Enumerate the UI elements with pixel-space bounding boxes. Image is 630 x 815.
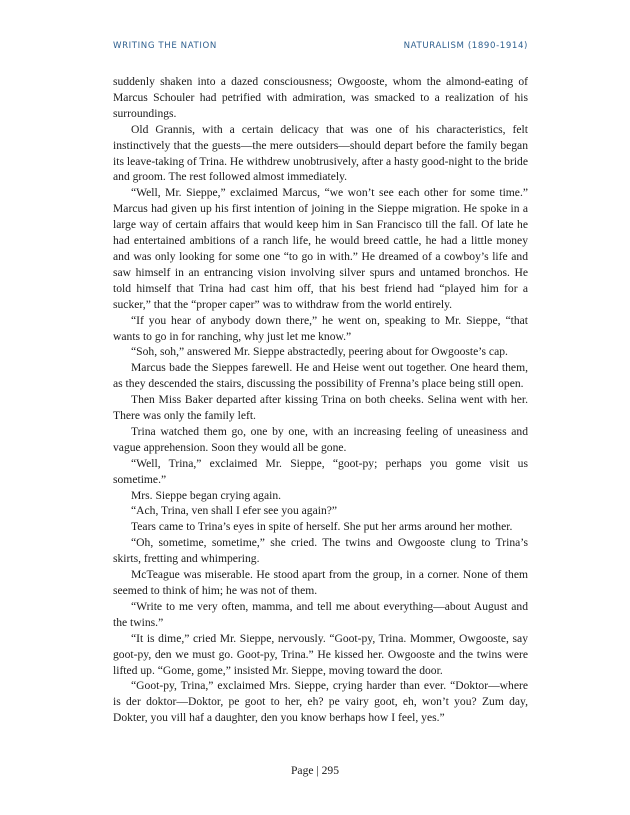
- paragraph: Mrs. Sieppe began crying again.: [131, 488, 282, 502]
- paragraph: “Well, Trina,” exclaimed Mr. Sieppe, “goot-py; perhaps you gome visit us sometime.”: [113, 456, 528, 486]
- header-book-title: WRITING THE NATION: [113, 41, 217, 51]
- paragraph: “Well, Mr. Sieppe,” exclaimed Marcus, “we won’t see each other for some time.” Marcus had given up his first intention of joining in the Sieppe migration. He spoke in a large way of certain affairs that would keep him in San Francisco till the fall. Of late he had entertained ambitions of a ranch life, he would breed cattle, he had a little money and was only looking for some one “to go in with.” He dreamed of a cowboy’s life and saw himself in an entrancing vision involving silver spurs and untamed bronchos. He told himself that Trina had cast him off, that his best friend had “played him for a sucker,” that the “proper caper” was to withdraw from the world entirely.: [113, 186, 528, 311]
- paragraph: “Soh, soh,” answered Mr. Sieppe abstractedly, peering about for Owgooste’s cap.: [131, 345, 508, 359]
- paragraph: “Oh, sometime, sometime,” she cried. The twins and Owgooste clung to Trina’s skirts, fretting and whimpering.: [113, 536, 528, 566]
- paragraph: “If you hear of anybody down there,” he went on, speaking to Mr. Sieppe, “that wants to go in for ranching, why just let me know.”: [113, 313, 528, 343]
- paragraph: “Write to me very often, mamma, and tell me about everything—about August and the twins.”: [113, 599, 528, 629]
- paragraph: Old Grannis, with a certain delicacy that was one of his characteristics, felt instinctively that the guests—the mere outsiders—should depart before the family began its leave-taking of Trina. He withdrew unobtrusively, after a hasty good-night to the bride and groom. The rest followed almost immediately.: [113, 122, 528, 184]
- paragraph: Then Miss Baker departed after kissing Trina on both cheeks. Selina went with her. There was only the family left.: [113, 393, 528, 423]
- paragraph: Marcus bade the Sieppes farewell. He and Heise went out together. One heard them, as they descended the stairs, discussing the possibility of Frenna’s place being still open.: [113, 361, 528, 391]
- page-number: Page | 295: [290, 764, 340, 777]
- paragraph: Trina watched them go, one by one, with an increasing feeling of uneasiness and vague apprehension. Soon they would all be gone.: [113, 424, 528, 454]
- paragraph: Tears came to Trina’s eyes in spite of herself. She put her arms around her mother.: [131, 520, 513, 534]
- body-text: [113, 74, 528, 726]
- paragraph: suddenly shaken into a dazed consciousness; Owgooste, whom the almond-eating of Marcus Schouler had petrified with admiration, was smacked to a realization of his surroundings.: [113, 75, 528, 120]
- paragraph: “Goot-py, Trina,” exclaimed Mrs. Sieppe, crying harder than ever. “Doktor—where is der doktor—Doktor, pe goot to her, eh? pe vairy goot, eh, won’t you? Zum day, Dokter, you vill haf a daughter, den you know berhaps how I feel, yes.”: [113, 679, 528, 725]
- paragraph: “Ach, Trina, ven shall I efer see you again?”: [131, 504, 338, 518]
- header-section-title: NATURALISM (1890-1914): [403, 41, 528, 51]
- running-header: [113, 41, 528, 55]
- paragraph: McTeague was miserable. He stood apart from the group, in a corner. None of them seemed to think of him; he was not of them.: [113, 568, 528, 597]
- paragraph: “It is dime,” cried Mr. Sieppe, nervously. “Goot-py, Trina. Mommer, Owgooste, say goot-py, den we must go. Goot-py, Trina.” He kissed her. Owgooste and the twins were lifted up. “Gome, gome,” insisted Mr. Sieppe, moving toward the door.: [113, 631, 528, 677]
